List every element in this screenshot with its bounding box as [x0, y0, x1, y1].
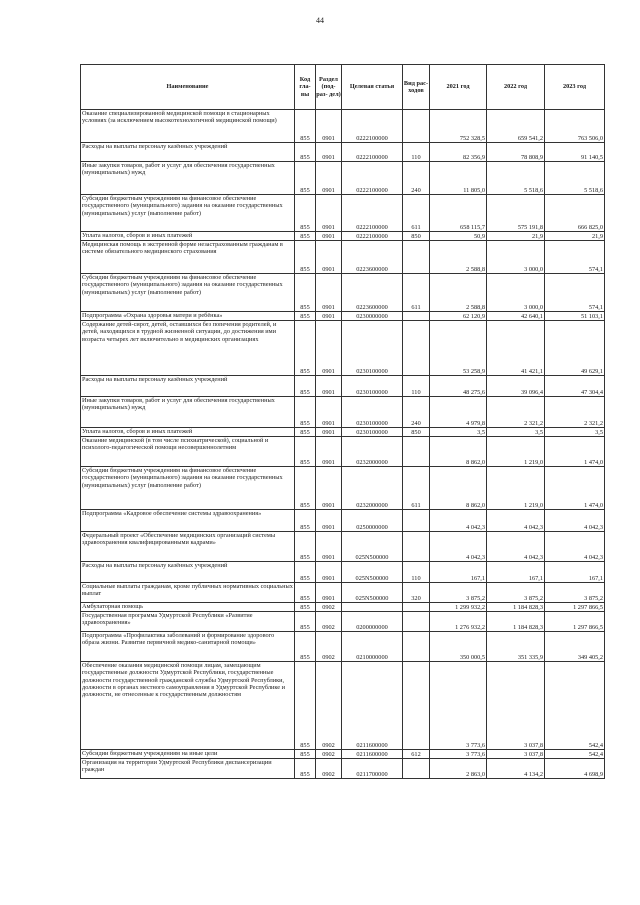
cell-2022: 1 219,0	[487, 437, 545, 467]
table-row	[81, 143, 605, 162]
cell-2022: 41 421,1	[487, 321, 545, 376]
cell-name: Государственная программа Удмуртской Республики «Развитие здравоохранения»	[81, 612, 295, 632]
cell-2021: 4 042,3	[430, 510, 487, 532]
cell-exp-type: 110	[403, 143, 430, 162]
cell-2023: 1 474,0	[545, 437, 605, 467]
cell-2023: 574,1	[545, 241, 605, 274]
cell-code: 855	[295, 241, 316, 274]
cell-target: 025N500000	[342, 532, 403, 562]
cell-section: 0901	[316, 110, 342, 143]
cell-target: 0223600000	[342, 274, 403, 312]
cell-2021: 8 862,0	[430, 467, 487, 510]
cell-2022: 42 640,1	[487, 312, 545, 321]
cell-2021: 658 115,7	[430, 195, 487, 232]
table-row	[81, 376, 605, 397]
cell-section: 0901	[316, 232, 342, 241]
cell-code: 855	[295, 162, 316, 195]
table-row	[81, 312, 605, 321]
cell-code: 855	[295, 143, 316, 162]
cell-2021: 53 258,9	[430, 321, 487, 376]
cell-target: 0250000000	[342, 510, 403, 532]
cell-2021: 82 356,9	[430, 143, 487, 162]
cell-section: 0901	[316, 241, 342, 274]
cell-target: 0230000000	[342, 312, 403, 321]
cell-exp-type	[403, 632, 430, 662]
cell-name: Федеральный проект «Обеспечение медицинских организаций системы здравоохранения квалифицированными кадрами»	[81, 532, 295, 562]
cell-2023: 574,1	[545, 274, 605, 312]
cell-section: 0901	[316, 321, 342, 376]
cell-2022: 3 037,8	[487, 750, 545, 759]
cell-2022: 4 042,3	[487, 510, 545, 532]
header-exp-type: Вид рас- ходов	[403, 65, 430, 110]
cell-name: Подпрограмма «Профилактика заболеваний и формирование здорового образа жизни. Развитие первичной медико-санитарной помощи»	[81, 632, 295, 662]
cell-exp-type	[403, 532, 430, 562]
cell-section: 0901	[316, 143, 342, 162]
cell-2023: 167,1	[545, 562, 605, 583]
cell-section: 0901	[316, 583, 342, 603]
cell-name: Уплата налогов, сборов и иных платежей	[81, 428, 295, 437]
cell-2023: 542,4	[545, 750, 605, 759]
table-row	[81, 195, 605, 232]
cell-2021: 3 875,2	[430, 583, 487, 603]
header-2022: 2022 год	[487, 65, 545, 110]
cell-target: 0232000000	[342, 467, 403, 510]
cell-2021: 752 328,5	[430, 110, 487, 143]
table-row	[81, 274, 605, 312]
cell-target: 025N500000	[342, 562, 403, 583]
cell-name: Социальные выплаты гражданам, кроме публичных нормативных социальных выплат	[81, 583, 295, 603]
cell-exp-type: 611	[403, 274, 430, 312]
cell-name: Амбулаторная помощь	[81, 603, 295, 612]
cell-2023: 763 506,0	[545, 110, 605, 143]
header-name: Наименование	[81, 65, 295, 110]
header-target: Целевая статья	[342, 65, 403, 110]
cell-target: 0223600000	[342, 241, 403, 274]
cell-code: 855	[295, 195, 316, 232]
cell-code: 855	[295, 274, 316, 312]
cell-target: 0222100000	[342, 110, 403, 143]
cell-2023: 2 321,2	[545, 397, 605, 428]
table-row	[81, 232, 605, 241]
cell-code: 855	[295, 437, 316, 467]
cell-section: 0901	[316, 428, 342, 437]
cell-2022: 4 042,3	[487, 532, 545, 562]
cell-name: Обеспечение оказания медицинской помощи лицам, замещающим государственные должности Удмуртской Республики, государственные должности государственной гражданской службы Удмуртской Республики, должности в органах местного самоуправления в Удмуртской Республике и должности, не отнесенные к государственным должностям	[81, 662, 295, 750]
cell-code: 855	[295, 312, 316, 321]
table-row	[81, 241, 605, 274]
cell-2023: 4 042,3	[545, 510, 605, 532]
cell-target: 0222100000	[342, 232, 403, 241]
cell-name: Иные закупки товаров, работ и услуг для обеспечения государственных (муниципальных) нужд	[81, 162, 295, 195]
cell-code: 855	[295, 603, 316, 612]
cell-section: 0902	[316, 612, 342, 632]
table-row	[81, 750, 605, 759]
cell-2023: 1 297 866,5	[545, 612, 605, 632]
cell-exp-type: 110	[403, 376, 430, 397]
cell-exp-type	[403, 603, 430, 612]
cell-2023: 91 140,5	[545, 143, 605, 162]
cell-2022: 3,5	[487, 428, 545, 437]
cell-target: 0222100000	[342, 162, 403, 195]
cell-target: 0211600000	[342, 662, 403, 750]
cell-target: 0230100000	[342, 397, 403, 428]
table-row	[81, 437, 605, 467]
cell-code: 855	[295, 532, 316, 562]
cell-2023: 542,4	[545, 662, 605, 750]
header-2023: 2023 год	[545, 65, 605, 110]
cell-2022: 3 000,0	[487, 241, 545, 274]
cell-section: 0901	[316, 274, 342, 312]
cell-code: 855	[295, 612, 316, 632]
cell-2021: 1 276 932,2	[430, 612, 487, 632]
table-row	[81, 321, 605, 376]
cell-2023: 4 698,9	[545, 759, 605, 779]
table-row	[81, 510, 605, 532]
cell-2021: 2 588,8	[430, 241, 487, 274]
cell-code: 855	[295, 232, 316, 241]
cell-2022: 3 875,2	[487, 583, 545, 603]
cell-exp-type	[403, 662, 430, 750]
cell-section: 0901	[316, 437, 342, 467]
table-row	[81, 467, 605, 510]
table-header-row	[81, 65, 605, 110]
cell-target: 0230100000	[342, 376, 403, 397]
cell-2022: 167,1	[487, 562, 545, 583]
cell-exp-type: 612	[403, 750, 430, 759]
cell-section: 0901	[316, 195, 342, 232]
cell-2021: 48 275,6	[430, 376, 487, 397]
cell-exp-type	[403, 312, 430, 321]
cell-code: 855	[295, 321, 316, 376]
cell-2021: 62 120,9	[430, 312, 487, 321]
cell-name: Иные закупки товаров, работ и услуг для обеспечения государственных (муниципальных) нужд	[81, 397, 295, 428]
cell-2021: 2 863,0	[430, 759, 487, 779]
cell-2022: 659 541,2	[487, 110, 545, 143]
cell-2023: 5 518,6	[545, 162, 605, 195]
cell-name: Уплата налогов, сборов и иных платежей	[81, 232, 295, 241]
cell-code: 855	[295, 632, 316, 662]
header-2021: 2021 год	[430, 65, 487, 110]
cell-target: 0230100000	[342, 321, 403, 376]
cell-2022: 1 184 828,3	[487, 612, 545, 632]
cell-2022: 3 000,0	[487, 274, 545, 312]
cell-section: 0902	[316, 759, 342, 779]
cell-code: 855	[295, 759, 316, 779]
cell-2022: 39 096,4	[487, 376, 545, 397]
cell-2023: 1 297 866,5	[545, 603, 605, 612]
cell-name: Содержание детей-сирот, детей, оставшихся без попечения родителей, и детей, находящихся в трудной жизненной ситуации, до достижения ими возраста четырех лет включительно в медицинских организациях	[81, 321, 295, 376]
page-number: 44	[316, 16, 324, 25]
cell-name: Подпрограмма «Охрана здоровья матери и ребёнка»	[81, 312, 295, 321]
cell-exp-type: 110	[403, 562, 430, 583]
cell-code: 855	[295, 110, 316, 143]
cell-2022: 575 191,8	[487, 195, 545, 232]
table-row	[81, 562, 605, 583]
budget-table	[80, 64, 605, 779]
cell-exp-type	[403, 110, 430, 143]
cell-2021: 167,1	[430, 562, 487, 583]
cell-exp-type: 611	[403, 195, 430, 232]
cell-2021: 2 588,8	[430, 274, 487, 312]
table-row	[81, 612, 605, 632]
cell-exp-type: 611	[403, 467, 430, 510]
table-row	[81, 428, 605, 437]
cell-2022: 2 321,2	[487, 397, 545, 428]
table-row	[81, 759, 605, 779]
table-body	[81, 110, 605, 779]
cell-2022: 1 184 828,3	[487, 603, 545, 612]
cell-section: 0901	[316, 510, 342, 532]
cell-2023: 21,9	[545, 232, 605, 241]
cell-2022: 1 219,0	[487, 467, 545, 510]
table-row	[81, 632, 605, 662]
cell-section: 0901	[316, 467, 342, 510]
cell-target: 0230100000	[342, 428, 403, 437]
table-row	[81, 583, 605, 603]
cell-name: Субсидии бюджетным учреждениям на финансовое обеспечение государственного (муниципального) задания на оказание государственных (муниципальных) услуг (выполнение работ)	[81, 274, 295, 312]
cell-section: 0902	[316, 603, 342, 612]
cell-target: 025N500000	[342, 583, 403, 603]
cell-target: 0222100000	[342, 143, 403, 162]
cell-section: 0901	[316, 562, 342, 583]
cell-code: 855	[295, 510, 316, 532]
cell-section: 0902	[316, 632, 342, 662]
cell-name: Оказание медицинской (в том числе психиатрической), социальной и психолого-педагогической помощи несовершеннолетним	[81, 437, 295, 467]
cell-exp-type	[403, 759, 430, 779]
cell-code: 855	[295, 376, 316, 397]
cell-2021: 3,5	[430, 428, 487, 437]
cell-name: Расходы на выплаты персоналу казённых учреждений	[81, 562, 295, 583]
cell-target: 0210000000	[342, 632, 403, 662]
cell-2023: 3 875,2	[545, 583, 605, 603]
cell-name: Субсидии бюджетным учреждениям на финансовое обеспечение государственного (муниципального) задания на оказание государственных (муниципальных) услуг (выполнение работ)	[81, 195, 295, 232]
header-code: Код гла- вы	[295, 65, 316, 110]
cell-section: 0901	[316, 397, 342, 428]
cell-exp-type: 850	[403, 428, 430, 437]
table-row	[81, 603, 605, 612]
cell-2021: 11 805,0	[430, 162, 487, 195]
cell-2023: 666 825,0	[545, 195, 605, 232]
cell-code: 855	[295, 428, 316, 437]
table-row	[81, 110, 605, 143]
cell-code: 855	[295, 750, 316, 759]
cell-name: Расходы на выплаты персоналу казённых учреждений	[81, 143, 295, 162]
cell-code: 855	[295, 397, 316, 428]
cell-target: 0222100000	[342, 195, 403, 232]
cell-2021: 350 000,5	[430, 632, 487, 662]
cell-target: 0232000000	[342, 437, 403, 467]
cell-2021: 1 299 932,2	[430, 603, 487, 612]
cell-2022: 5 518,6	[487, 162, 545, 195]
cell-exp-type: 240	[403, 162, 430, 195]
cell-2021: 4 979,8	[430, 397, 487, 428]
cell-target	[342, 603, 403, 612]
cell-name: Организация на территории Удмуртской Республики диспансеризации граждан	[81, 759, 295, 779]
cell-exp-type	[403, 612, 430, 632]
cell-target: 0211700000	[342, 759, 403, 779]
cell-name: Субсидии бюджетным учреждениям на финансовое обеспечение государственного (муниципального) задания на оказание государственных (муниципальных) услуг (выполнение работ)	[81, 467, 295, 510]
cell-section: 0901	[316, 532, 342, 562]
cell-name: Субсидии бюджетным учреждениям на иные цели	[81, 750, 295, 759]
cell-exp-type	[403, 510, 430, 532]
cell-2023: 51 103,1	[545, 312, 605, 321]
cell-exp-type: 850	[403, 232, 430, 241]
header-section: Раздел (под- раз- дел)	[316, 65, 342, 110]
cell-section: 0901	[316, 312, 342, 321]
cell-name: Оказание специализированной медицинской помощи в стационарных условиях (за исключением высокотехнологичной медицинской помощи)	[81, 110, 295, 143]
cell-code: 855	[295, 467, 316, 510]
table-row	[81, 162, 605, 195]
cell-section: 0902	[316, 750, 342, 759]
cell-2021: 3 773,6	[430, 662, 487, 750]
cell-exp-type	[403, 321, 430, 376]
cell-2021: 50,9	[430, 232, 487, 241]
cell-2021: 8 862,0	[430, 437, 487, 467]
cell-2022: 351 335,9	[487, 632, 545, 662]
cell-section: 0901	[316, 376, 342, 397]
cell-name: Подпрограмма «Кадровое обеспечение системы здравоохранения»	[81, 510, 295, 532]
cell-section: 0902	[316, 662, 342, 750]
cell-exp-type	[403, 241, 430, 274]
cell-2021: 4 042,3	[430, 532, 487, 562]
cell-code: 855	[295, 583, 316, 603]
cell-exp-type: 320	[403, 583, 430, 603]
cell-name: Медицинская помощь в экстренной форме незастрахованным гражданам в системе обязательного медицинского страхования	[81, 241, 295, 274]
cell-2022: 21,9	[487, 232, 545, 241]
cell-target: 0211600000	[342, 750, 403, 759]
cell-target: 0200000000	[342, 612, 403, 632]
cell-2023: 4 042,3	[545, 532, 605, 562]
table-row	[81, 532, 605, 562]
table-row	[81, 397, 605, 428]
table-row	[81, 662, 605, 750]
cell-2023: 3,5	[545, 428, 605, 437]
cell-2023: 1 474,0	[545, 467, 605, 510]
cell-code: 855	[295, 562, 316, 583]
cell-2022: 3 037,8	[487, 662, 545, 750]
cell-2023: 349 405,2	[545, 632, 605, 662]
cell-2021: 3 773,6	[430, 750, 487, 759]
cell-section: 0901	[316, 162, 342, 195]
cell-code: 855	[295, 662, 316, 750]
cell-2022: 4 134,2	[487, 759, 545, 779]
cell-2023: 49 629,1	[545, 321, 605, 376]
cell-2022: 78 808,9	[487, 143, 545, 162]
cell-exp-type	[403, 437, 430, 467]
cell-exp-type: 240	[403, 397, 430, 428]
cell-name: Расходы на выплаты персоналу казённых учреждений	[81, 376, 295, 397]
cell-2023: 47 304,4	[545, 376, 605, 397]
